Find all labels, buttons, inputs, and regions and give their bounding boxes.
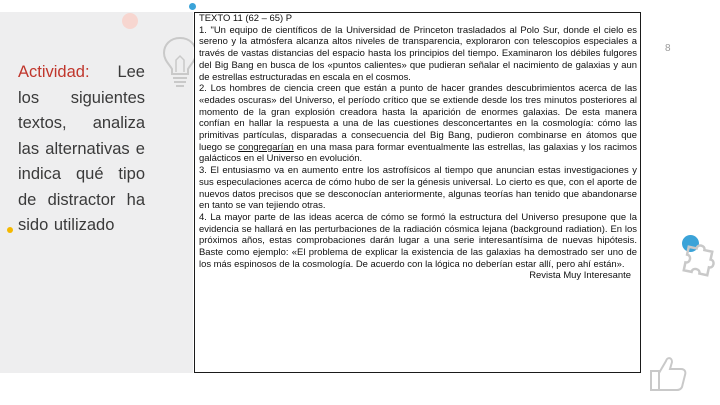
thumbs-up-icon	[648, 352, 688, 394]
reading-text-box	[194, 12, 641, 373]
activity-label: Actividad:	[18, 63, 90, 81]
text-paragraph-4: 4. La mayor parte de las ideas acerca de cómo se formó la estructura del Universo presupone que la evidencia se hallará en las perturbaciones de la radiación cósmica lejana (background radiation). En los próximos años, estas comprobaciones darán lugar a una serie interesantísima de nuevas hipótesis. Baste como ejemplo: «El problema de explicar la existencia de las galaxias ha demostrado ser uno de los más espinosos de la cosmología. De acuerdo con la lógica no deberían estar allí, pero ahí están».	[199, 211, 637, 270]
text-paragraph-3: 3. El entusiasmo va en aumento entre los astrofísicos al tiempo que anuncian estas investigaciones y sus especulaciones acerca de cómo hubo de ser la génesis universal. Lo cierto es que, con el aporte de nuevos datos precisos que se desconocían anteriormente, algunas teorías han tenido que abandonarse en tanto se van tejiendo otras.	[199, 165, 637, 212]
underlined-word: congregarían	[238, 141, 294, 153]
activity-text: Lee los siguientes textos, analiza las alternativas e indica qué tipo de distractor ha sido utilizado	[18, 63, 145, 234]
text-paragraph-2-start: 2. Los hombres de ciencia creen que están a punto de hacer grandes descubrimientos acerca de las «edades oscuras» del Universo, el período crítico que se extiende desde los tres minutos posteriores al momento de la gran explosión creadora hasta la aparición de enormes galaxias. De esta manera confían en hallar la respuesta a una de las cuestiones desconcertantes en la cosmología: cómo las primitivas partículas, disparadas a consecuencia del Big Bang, pudieron combinarse en átomos que luego se	[199, 83, 637, 153]
decorative-pink-dot	[122, 13, 138, 29]
text-source: Revista Muy Interesante	[529, 270, 631, 282]
activity-instructions	[18, 60, 145, 239]
text-paragraph-1: 1. "Un equipo de científicos de la Universidad de Princeton trasladados al Polo Sur, donde el cielo es sereno y la atmósfera alcanza altos niveles de transparencia, exploraron con telescopios especiales a través de vastas distancias del espacio hasta los principios del tiempo. Examinaron los débiles fulgores del Big Bang en busca de los «puntos calientes» que pudieran señalar el nacimiento de galaxias y aun de estrellas estructuradas en escala en el cosmos.	[199, 24, 637, 83]
text-title: TEXTO 11 (62 – 65) P	[199, 13, 293, 24]
puzzle-icon	[676, 237, 720, 281]
decorative-yellow-dot	[7, 227, 13, 233]
text-paragraph-2-end: en una masa para formar eventualmente las estrellas, las galaxias y los racimos galácticos en el Universo en evolución.	[199, 141, 637, 165]
decorative-blue-dot	[189, 3, 196, 10]
page-number: 8	[665, 43, 671, 54]
text-paragraph-2	[199, 83, 637, 165]
